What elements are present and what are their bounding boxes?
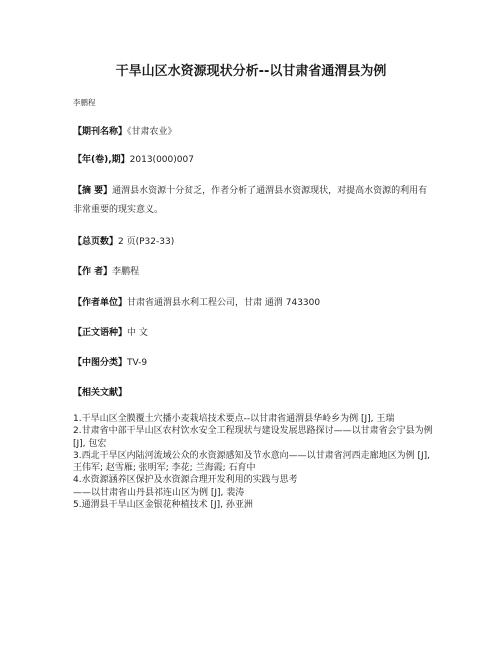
- year-value: 2013(000)007: [129, 155, 194, 165]
- pages-field: [73, 234, 433, 250]
- reference-item: 3.西北干旱区内陆河流域公众的水资源感知及节水意向——以甘肃省河西走廊地区为例 [J], 王伟军; 赵雪雁; 张明军; 李花; 兰海霞; 石育中: [73, 450, 430, 474]
- reference-item: 5.通渭县干旱山区金银花种植技术 [J], 孙亚洲: [73, 500, 253, 511]
- reference-list: [73, 413, 433, 511]
- abstract-value: 通渭县水资源十分贫乏，作者分析了通渭县水资源现状，对提高水资源的利用有非常重要的现实意义。: [73, 186, 428, 215]
- abstract-field: [73, 182, 433, 220]
- year-field: [73, 152, 433, 168]
- clc-label: 【中图分类】: [73, 358, 128, 368]
- journal-field: [73, 124, 433, 140]
- clc-value: TV-9: [127, 358, 148, 368]
- language-field: [73, 325, 433, 341]
- language-value: 中 文: [127, 328, 148, 338]
- reference-item: 2.甘肃省中部干旱山区农村饮水安全工程现状与建设发展思路探讨——以甘肃省会宁县为例 [J], 包宏: [73, 426, 433, 449]
- pages-value: 2 页(P32-33): [118, 237, 175, 247]
- author-label: 【作 者】: [73, 267, 113, 277]
- journal-label: 【期刊名称】: [73, 127, 128, 137]
- affiliation-label: 【作者单位】: [73, 298, 128, 308]
- affiliation-value: 甘肃省通渭县水利工程公司，甘肃 通渭 743300: [127, 298, 321, 308]
- journal-value: 《甘肃农业》: [127, 127, 177, 137]
- reference-item: 1.干旱山区全膜覆土穴播小麦栽培技术要点--以甘肃省通渭县华岭乡为例 [J], 王瑞: [73, 414, 395, 424]
- related-label: 【相关文献】: [73, 388, 128, 398]
- related-field: [73, 385, 433, 401]
- abstract-label: 【摘 要】: [73, 186, 113, 196]
- clc-field: [73, 355, 433, 371]
- language-label: 【正文语种】: [73, 328, 128, 338]
- affiliation-field: [73, 295, 433, 311]
- author-field: [73, 264, 433, 280]
- year-label: 【年(卷),期】: [73, 155, 130, 165]
- document-title: 干旱山区水资源现状分析--以甘肃省通渭县为例: [115, 64, 387, 79]
- author-value: 李鹏程: [112, 267, 140, 277]
- reference-item: 4.水资源涵养区保护及水资源合理开发利用的实践与思考: [73, 475, 298, 486]
- author-line: 李鹏程: [73, 98, 96, 107]
- pages-label: 【总页数】: [73, 237, 119, 247]
- reference-item: ——以甘肃省山丹县祁连山区为例 [J], 裴涛: [73, 487, 245, 498]
